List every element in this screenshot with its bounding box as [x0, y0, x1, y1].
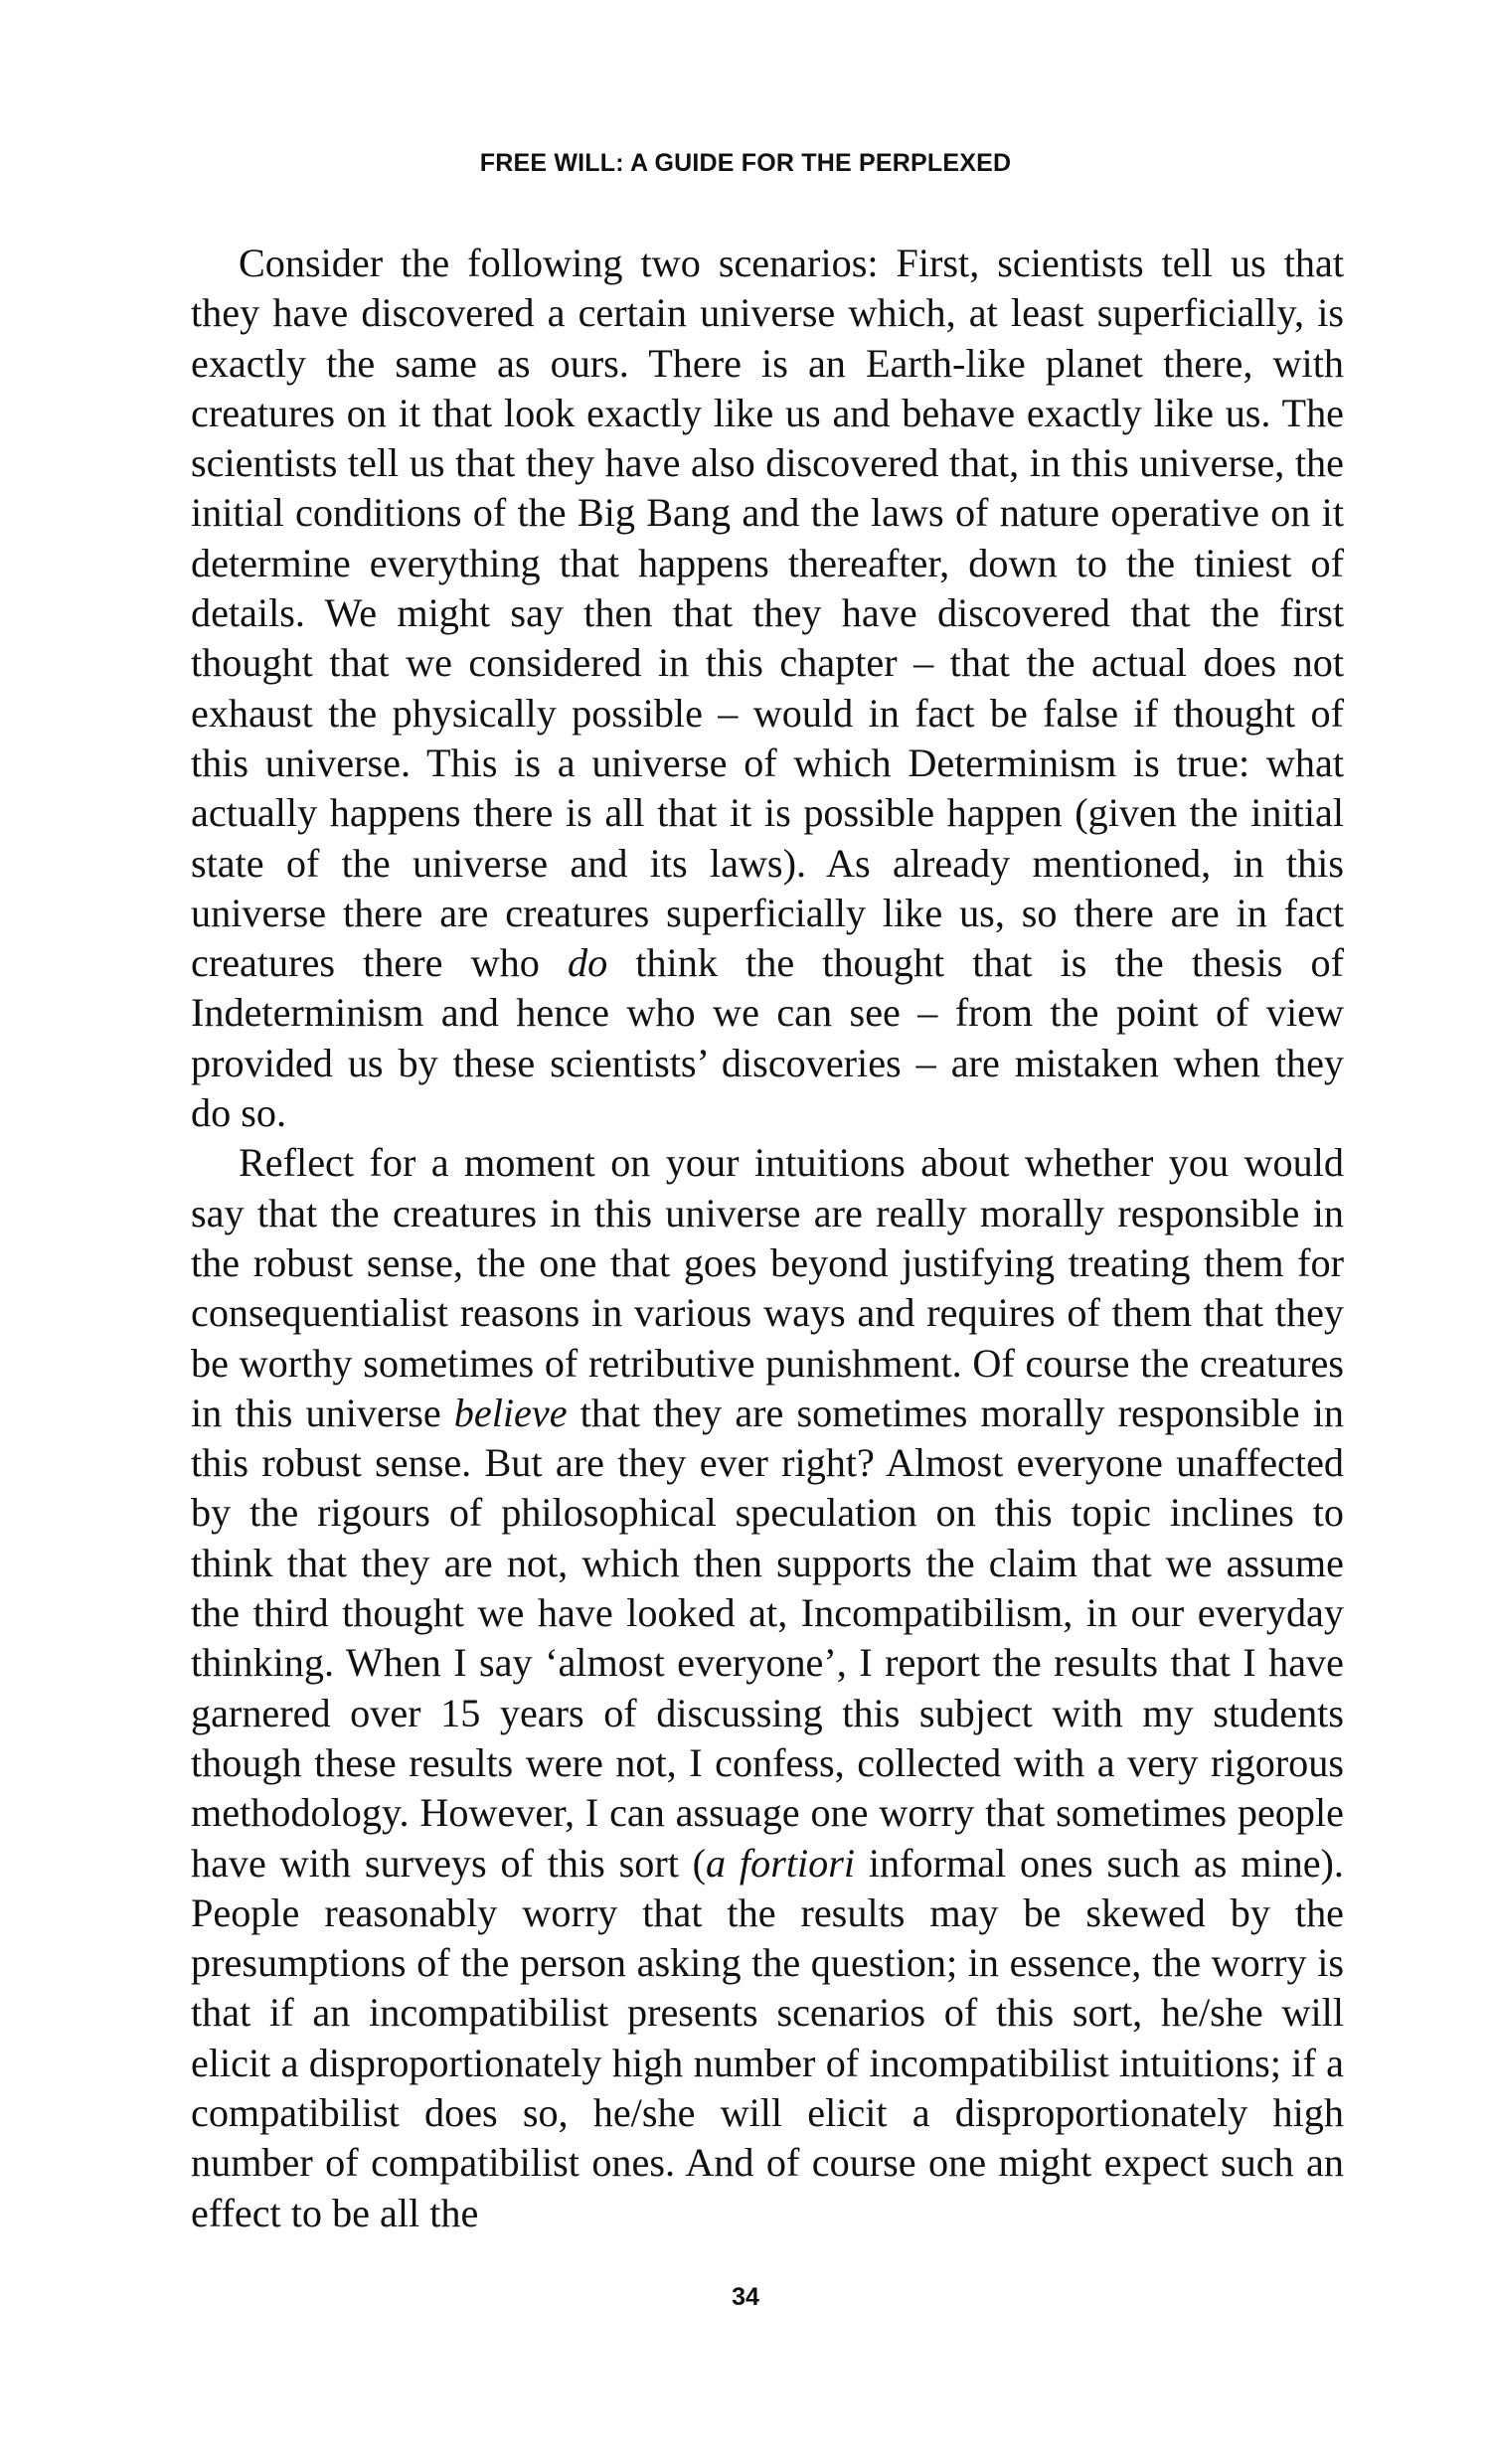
body-text — [191, 239, 1344, 2238]
paragraph-2-emphasis: believe — [453, 1390, 568, 1435]
paragraph-1-text-continued: think the thought that is the thesis of Indeterminism and hence who we can see – from the point of view provided us by these scientists’ discoveries – are mistaken when they do so. — [191, 940, 1344, 1136]
paragraph-1 — [191, 239, 1344, 1138]
paragraph-2-text-end: informal ones such as mine). People reasonably worry that the results may be skewed by the presumptions of the person asking the question; in essence, the worry is that if an incompatibilist presents scenarios of this sort, he/she will elicit a disproportionately high number of incompatibilist intuitions; if a compatibilist does so, he/she will elicit a disproportionately high number of compatibilist ones. And of course one might expect such an effect to be all the — [191, 1840, 1344, 2235]
paragraph-2-text: Reflect for a moment on your intuitions about whether you would say that the creatures in this universe are really morally responsible in the robust sense, the one that goes beyond justifying treating them for consequentialist reasons in various ways and requires of them that they be worthy sometimes of retributive punishment. Of course the creatures in this universe — [191, 1140, 1344, 1435]
paragraph-2 — [191, 1138, 1344, 2238]
paragraph-2-latin-phrase: a fortiori — [706, 1840, 856, 1886]
running-head: FREE WILL: A GUIDE FOR THE PERPLEXED — [479, 149, 1012, 177]
paragraph-2-text-continued: that they are sometimes morally responsible in this robust sense. But are they ever right? Almost everyone unaffected by the rigours of philosophical speculation on this topic inclines to think that they are not, which then supports the claim that we assume the third thought we have looked at, Incompatibilism, in our everyday thinking. When I say ‘almost everyone’, I report the results that I have garnered over 15 years of discussing this subject with my students though these results were not, I confess, collected with a very rigorous methodology. However, I can assuage one worry that sometimes people have with surveys of this sort ( — [191, 1390, 1344, 1886]
paragraph-1-text: Consider the following two scenarios: First, scientists tell us that they have discovered a certain universe which, at least superficially, is exactly the same as ours. There is an Earth-like planet there, with creatures on it that look exactly like us and behave exactly like us. The scientists tell us that they have also discovered that, in this universe, the initial conditions of the Big Bang and the laws of nature operative on it determine everything that happens thereafter, down to the tiniest of details. We might say then that they have discovered that the first thought that we considered in this chapter – that the actual does not exhaust the physically possible – would in fact be false if thought of this universe. This is a universe of which Determinism is true: what actually happens there is all that it is possible happen (given the initial state of the universe and its laws). As already mentioned, in this universe there are creatures superficially like us, so there are in fact creatures there who — [191, 241, 1344, 986]
paragraph-1-emphasis: do — [567, 940, 608, 986]
page-number: 34 — [732, 2283, 759, 2311]
